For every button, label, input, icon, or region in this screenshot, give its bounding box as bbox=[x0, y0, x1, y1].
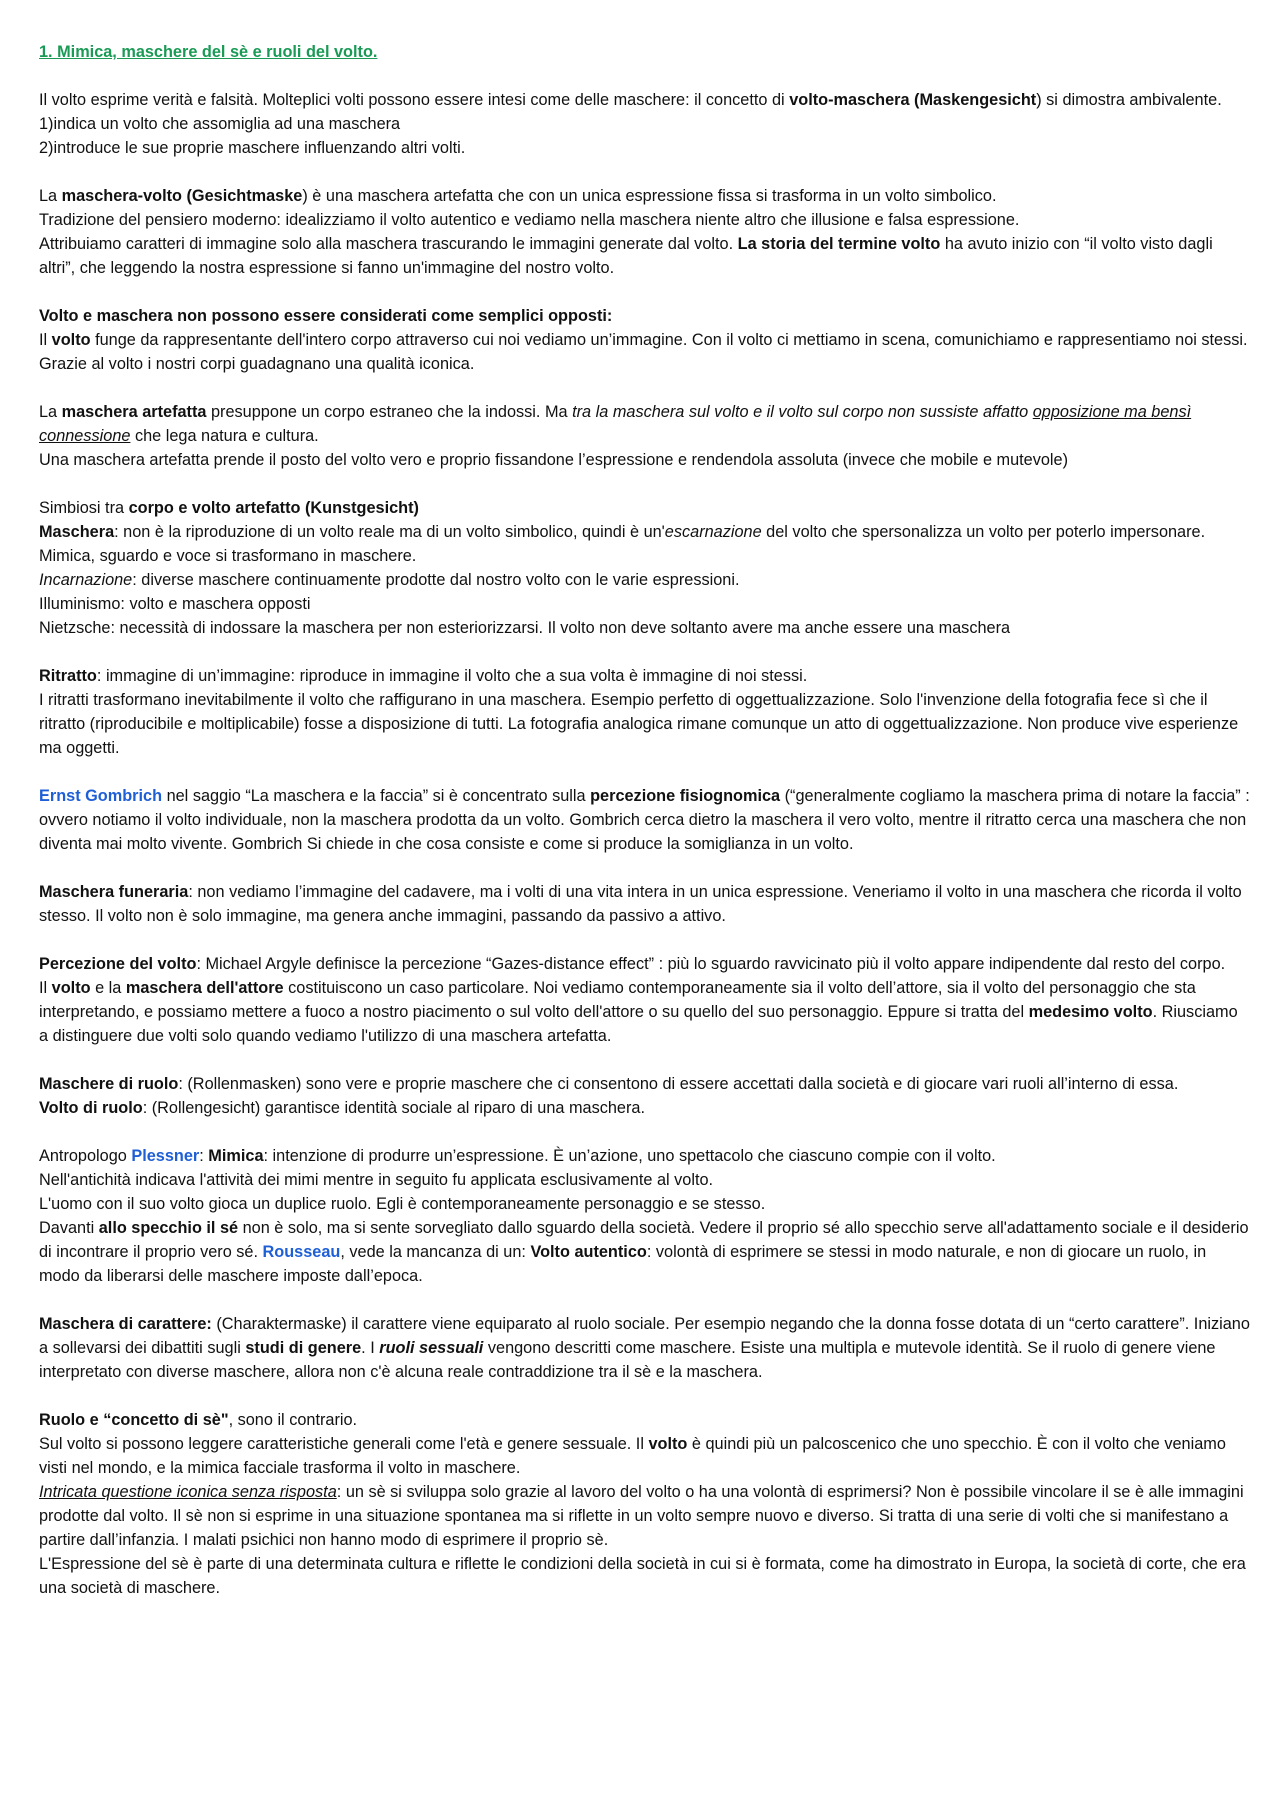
paragraph-maschera-volto: La maschera-volto (Gesichtmaske) è una maschera artefatta che con un unica espressione fissa si trasforma in un volto simbolico. Tradizione del pensiero moderno: idealizziamo il volto autentico e vediamo nella maschera niente altro che illusione e falsa espressione. Attribuiamo caratteri di immagine solo alla maschera trascurando le immagini generate dal volto. La storia del termine volto ha avuto inizio con “il volto visto dagli altri”, che leggendo la nostra espressione si fanno un'immagine del nostro volto. bbox=[39, 187, 1213, 277]
paragraph-simbiosi: Simbiosi tra corpo e volto artefatto (Kunstgesicht) Maschera: non è la riproduzione di un volto reale ma di un volto simbolico, quindi è un'escarnazione del volto che spersonalizza un volto per poterlo impersonare. Mimica, sguardo e voce si trasformano in maschere. Incarnazione: diverse maschere continuamente prodotte dal nostro volto con le varie espressioni. Illuminismo: volto e maschera opposti Nietzsche: necessità di indossare la maschera per non esteriorizzarsi. Il volto non deve soltanto avere ma anche essere una maschera bbox=[39, 499, 1206, 637]
section-title: 1. Mimica, maschere del sè e ruoli del volto. bbox=[39, 43, 378, 61]
paragraph-gombrich: Ernst Gombrich nel saggio “La maschera e la faccia” si è concentrato sulla percezione fisiognomica (“generalmente cogliamo la maschera prima di notare la faccia” : ovvero notiamo il volto individuale, non la maschera prodotta da un volto. Gombrich cerca dietro la maschera il vero volto, mentre il ritratto cerca una maschera che non diventa mai molto vivente. Gombrich Si chiede in che cosa consiste e come si produce la somiglianza in un volto. bbox=[39, 787, 1250, 853]
paragraph-opposti: Volto e maschera non possono essere considerati come semplici opposti: Il volto funge da rappresentante dell'intero corpo attraverso cui noi vediamo un’immagine. Con il volto ci mettiamo in scena, comunichiamo e rappresentiamo noi stessi. Grazie al volto i nostri corpi guadagnano una qualità iconica. bbox=[39, 307, 1248, 373]
paragraph-maschere-di-ruolo: Maschere di ruolo: (Rollenmasken) sono vere e proprie maschere che ci consentono di essere accettati dalla società e di giocare vari ruoli all’interno di essa. Volto di ruolo: (Rollengesicht) garantisce identità sociale al riparo di una maschera. bbox=[39, 1075, 1179, 1117]
paragraph-percezione-volto: Percezione del volto: Michael Argyle definisce la percezione “Gazes-distance effect” : più lo sguardo ravvicinato più il volto appare indipendente dal resto del corpo. Il volto e la maschera dell'attore costituiscono un caso particolare. Noi vediamo contemporaneamente sia il volto dell’attore, sia il volto del personaggio che sta interpretando, e possiamo mettere a fuoco a nostro piacimento o sul volto dell'attore o su quello del suo personaggio. Eppure si tratta del medesimo volto. Riusciamo a distinguere due volti solo quando vediamo l'utilizzo di una maschera artefatta. bbox=[39, 955, 1238, 1045]
paragraph-ritratto: Ritratto: immagine di un’immagine: riproduce in immagine il volto che a sua volta è immagine di noi stessi. I ritratti trasformano inevitabilmente il volto che raffigurano in una maschera. Esempio perfetto di oggettualizzazione. Solo l'invenzione della fotografia fece sì che il ritratto (riproducibile e moltiplicabile) fosse a disposizione di tutti. La fotografia analogica rimane comunque un atto di oggettualizzazione. Non produce vive esperienze ma oggetti. bbox=[39, 667, 1239, 757]
paragraph-maschera-artefatta: La maschera artefatta presuppone un corpo estraneo che la indossi. Ma tra la maschera sul volto e il volto sul corpo non sussiste affatto opposizione ma bensì connessione che lega natura e cultura. Una maschera artefatta prende il posto del volto vero e proprio fissandone l’espressione e rendendola assoluta (invece che mobile e mutevole) bbox=[39, 403, 1192, 469]
paragraph-plessner: Antropologo Plessner: Mimica: intenzione di produrre un’espressione. È un’azione, uno spettacolo che ciascuno compie con il volto. Nell'antichità indicava l'attività dei mimi mentre in seguito fu applicata esclusivamente al volto. L'uomo con il suo volto gioca un duplice ruolo. Egli è contemporaneamente personaggio e se stesso. Davanti allo specchio il sé non è solo, ma si sente sorvegliato dallo sguardo della società. Vedere il proprio sé allo specchio serve all'adattamento sociale e il desiderio di incontrare il proprio vero sé. Rousseau, vede la mancanza di un: Volto autentico: volontà di esprimere se stessi in modo naturale, e non di giocare un ruolo, in modo da liberarsi delle maschere imposte dall’epoca. bbox=[39, 1147, 1249, 1285]
paragraph-maschera-funeraria: Maschera funeraria: non vediamo l’immagine del cadavere, ma i volti di una vita intera in un unica espressione. Veneriamo il volto in una maschera che ricorda il volto stesso. Il volto non è solo immagine, ma genera anche immagini, passando da passivo a attivo. bbox=[39, 883, 1242, 925]
paragraph-ruolo-concetto-di-se: Ruolo e “concetto di sè", sono il contrario. Sul volto si possono leggere caratteristiche generali come l'età e genere sessuale. Il volto è quindi più un palcoscenico che uno specchio. È con il volto che veniamo visti nel mondo, e la mimica facciale trasforma il volto in maschere. Intricata questione iconica senza risposta: un sè si sviluppa solo grazie al lavoro del volto o ha una volontà di esprimersi? Non è possibile vincolare il se è alle immagini prodotte dal volto. Il sè non si esprime in una situazione spontanea ma si riflette in un volto sempre nuovo e diverso. Si tratta di una serie di volti che si manifestano a partire dall’infanzia. I malati psichici non hanno modo di esprimere il proprio sè. L'Espressione del sè è parte di una determinata cultura e riflette le condizioni della società in cui si è formata, come ha dimostrato in Europa, la società di corte, che era una società di maschere. bbox=[39, 1411, 1246, 1597]
document-page bbox=[39, 40, 1251, 1624]
paragraph-volto-maschera: Il volto esprime verità e falsità. Molteplici volti possono essere intesi come delle maschere: il concetto di volto-maschera (Maskengesicht) si dimostra ambivalente. 1)indica un volto che assomiglia ad una maschera 2)introduce le sue proprie maschere influenzando altri volti. bbox=[39, 91, 1222, 157]
paragraph-maschera-di-carattere: Maschera di carattere: (Charaktermaske) il carattere viene equiparato al ruolo sociale. Per esempio negando che la donna fosse dotata di un “certo carattere”. Iniziano a sollevarsi dei dibattiti sugli studi di genere. I ruoli sessuali vengono descritti come maschere. Esiste una multipla e mutevole identità. Se il ruolo di genere viene interpretato con diverse maschere, allora non c'è alcuna reale contraddizione tra il sè e la maschera. bbox=[39, 1315, 1250, 1381]
